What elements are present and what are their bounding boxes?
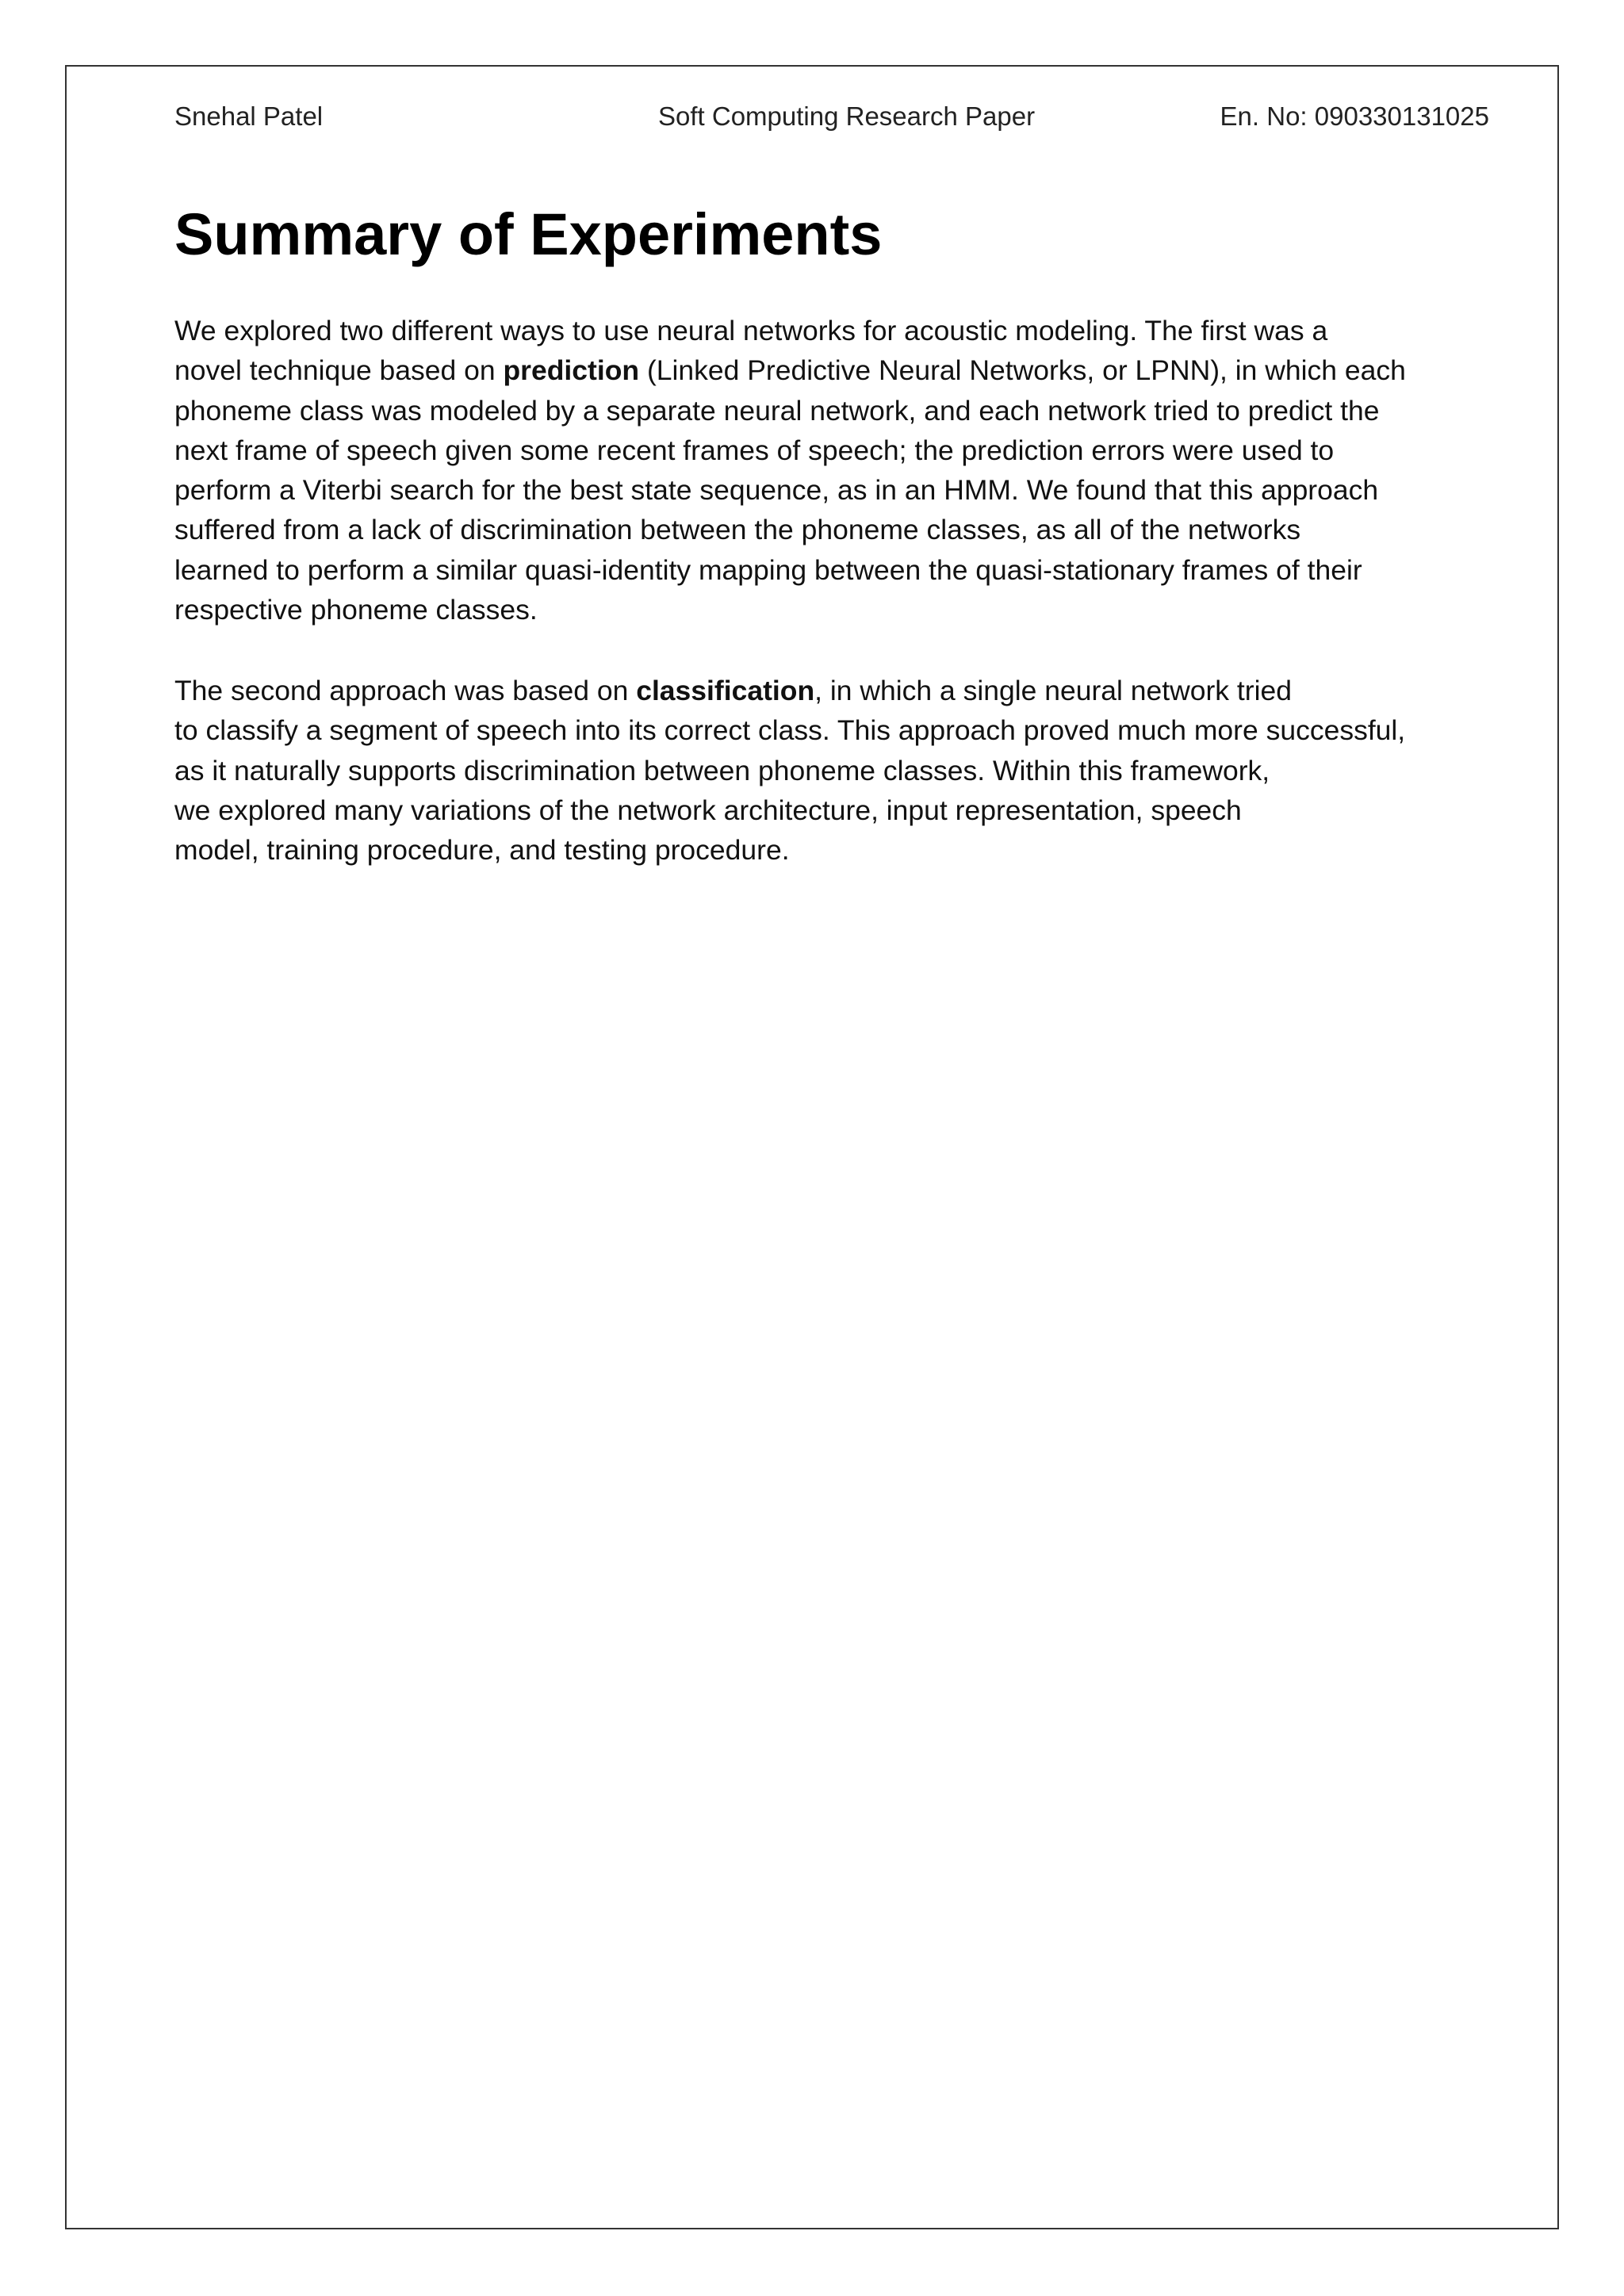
paragraph-line: we explored many variations of the network architecture, input representation, speech: [174, 794, 1242, 826]
paragraph-classification: [174, 671, 1507, 870]
paragraph-line: [174, 350, 1507, 390]
header-author: Snehal Patel: [174, 101, 324, 131]
paragraph-prediction: [174, 311, 1507, 629]
header-enrollment-number: En. No: 090330131025: [1220, 101, 1489, 131]
text-run: (Linked Predictive Neural Networks, or LPNN), in which each: [639, 354, 1406, 387]
paragraph-line: suffered from a lack of discrimination between the phoneme classes, as all of the networks: [174, 514, 1301, 546]
paragraph-line: learned to perform a similar quasi-identity mapping between the quasi-stationary frames of their: [174, 553, 1362, 586]
header-paper-title: Soft Computing Research Paper: [658, 101, 1036, 131]
bold-term-classification: classification: [636, 675, 815, 706]
text-run: novel technique based on: [174, 354, 504, 387]
paragraph-line: We explored two different ways to use neural networks for acoustic modeling. The first was a: [174, 315, 1328, 346]
bold-term-prediction: prediction: [503, 354, 640, 387]
paragraph-line: next frame of speech given some recent frames of speech; the prediction errors were used to: [174, 434, 1335, 466]
section-heading: Summary of Experiments: [174, 201, 883, 267]
paragraph-line: perform a Viterbi search for the best state sequence, as in an HMM. We found that this approach: [174, 474, 1379, 507]
paragraph-line: respective phoneme classes.: [174, 594, 538, 626]
text-run: The second approach was based on: [174, 675, 637, 706]
paragraph-line: as it naturally supports discrimination between phoneme classes. Within this framework,: [174, 754, 1270, 786]
page-header: [174, 97, 1489, 136]
paragraph-line: model, training procedure, and testing procedure.: [174, 834, 790, 867]
paragraph-line: phoneme class was modeled by a separate neural network, and each network tried to predict the: [174, 394, 1380, 427]
paragraph-line: [174, 671, 1507, 710]
paragraph-line: to classify a segment of speech into its correct class. This approach proved much more successful,: [174, 714, 1406, 747]
text-run: , in which a single neural network tried: [814, 675, 1292, 706]
